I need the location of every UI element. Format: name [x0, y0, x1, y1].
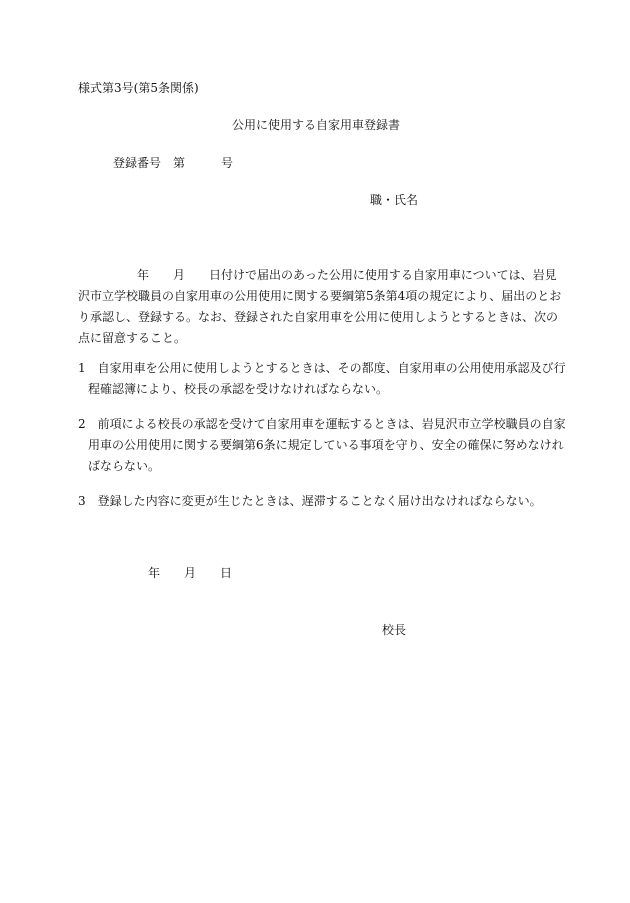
list-item: 1 自家用車を公用に使用しようとするときは、その都度、自家用車の公用使用承認及び行 程確認簿により、校長の承認を受けなければならない。: [78, 361, 566, 396]
intro-line-1: 年 月 日付けで届出のあった公用に使用する自家用車については、岩見: [137, 268, 557, 282]
date-day: 日: [220, 566, 233, 580]
form-label: 様式第3号(第5条関係): [78, 81, 199, 95]
intro-month: 月: [173, 268, 186, 282]
position-name-label: 職・氏名: [370, 193, 419, 207]
intro-paragraph: [78, 265, 561, 349]
intro-line-2: 沢市立学校職員の自家用車の公用使用に関する要綱第5条第4項の規定により、届出のとお: [78, 289, 562, 303]
intro-line-4: 点に留意すること。: [78, 331, 187, 345]
registration-label: 登録番号: [113, 156, 162, 170]
registration-prefix: 第: [173, 156, 186, 170]
registration-suffix: 号: [221, 156, 234, 170]
list-item: 3 登録した内容に変更が生じたときは、遅滞することなく届け出なければならない。: [78, 494, 542, 508]
intro-year: 年: [137, 268, 150, 282]
list-item: 2 前項による校長の承認を受けて自家用車を運転するときは、岩見沢市立学校職員の自家 用車の公用使用に関する要綱第6条に規定している事項を守り、安全の確保に努めなけれ ばならない。: [78, 417, 566, 473]
date-month: 月: [184, 566, 197, 580]
item-number: 2: [78, 417, 86, 431]
principal-label: 校長: [382, 623, 407, 637]
registration-number: [113, 155, 233, 171]
item-number: 1: [78, 361, 86, 375]
intro-line-3: り承認し、登録する。なお、登録された自家用車を公用に使用しようとするときは、次の: [78, 310, 559, 324]
item-number: 3: [78, 494, 86, 508]
issue-date: [148, 565, 232, 581]
document-title: 公用に使用する自家用車登録書: [232, 118, 401, 132]
date-year: 年: [148, 566, 161, 580]
